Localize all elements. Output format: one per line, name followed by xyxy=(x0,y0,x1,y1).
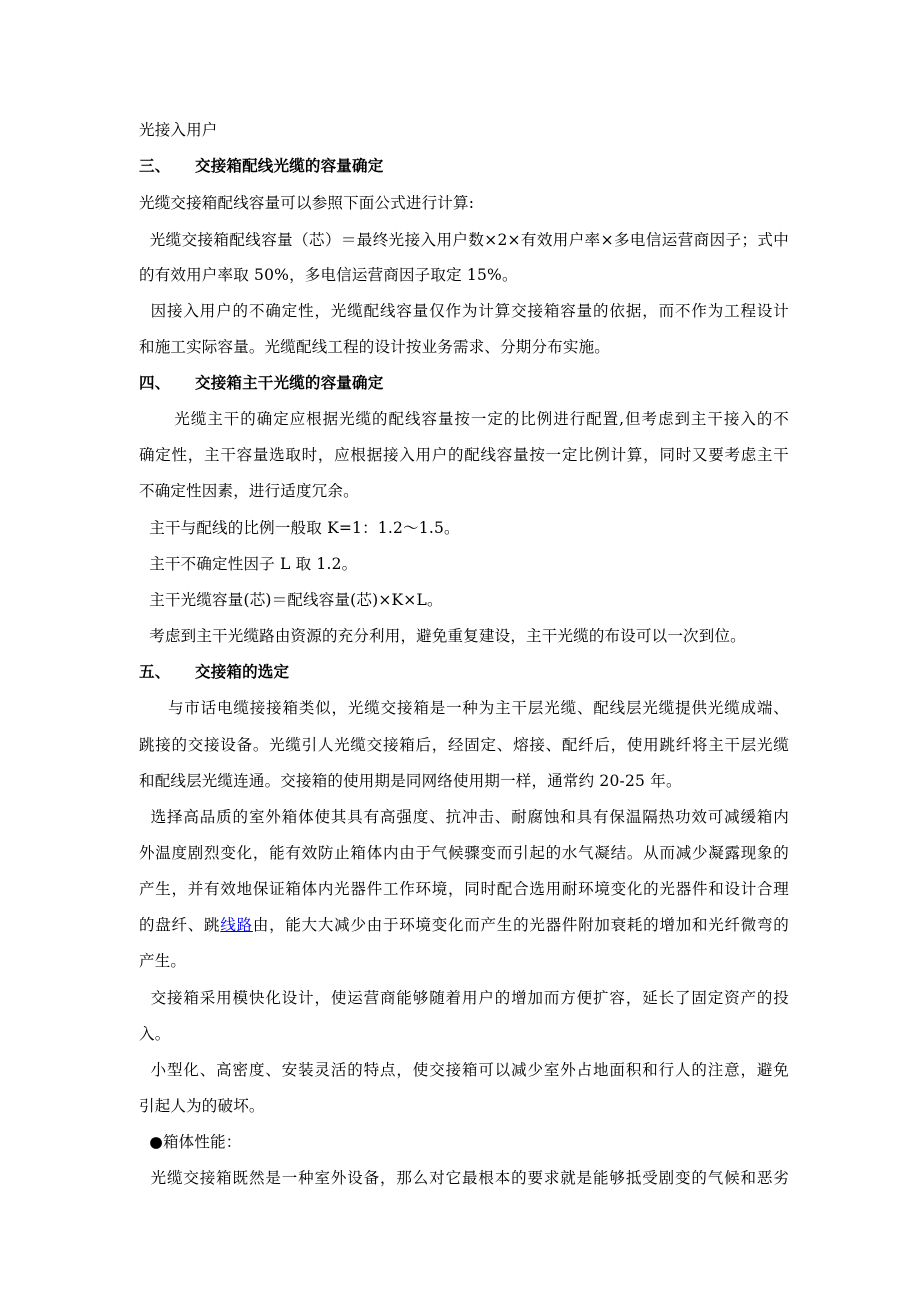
text-line: 确定性，主干容量选取时，应根据接入用户的配线容量按一定比例计算，同时又要考虑主干 xyxy=(139,446,789,464)
section-heading xyxy=(139,662,789,682)
text-line: 和施工实际容量。光缆配线工程的设计按业务需求、分期分布实施。 xyxy=(139,338,611,356)
text-line: 的有效用户率取 50%，多电信运营商因子取定 15%。 xyxy=(139,266,518,284)
text-line: 光缆交接箱配线容量（芯）＝最终光接入用户数×2×有效用户率×多电信运营商因子；式中 xyxy=(139,231,789,249)
text-line: 入。 xyxy=(139,1025,171,1043)
text-line: 交接箱采用模快化设计，使运营商能够随着用户的增加而方便扩容，延长了固定资产的投 xyxy=(139,989,789,1007)
section-number: 三、 xyxy=(139,156,171,175)
text-line: 引起人为的破坏。 xyxy=(139,1097,265,1115)
text-line: 主干光缆容量(芯)＝配线容量(芯)×K×L。 xyxy=(139,591,443,609)
text-line: 光缆主干的确定应根据光缆的配线容量按一定的比例进行配置,但考虑到主干接入的不 xyxy=(139,410,789,428)
text-line: 光缆交接箱配线容量可以参照下面公式进行计算: xyxy=(139,194,475,212)
text-line: ●箱体性能： xyxy=(139,1133,242,1151)
section-heading xyxy=(139,156,789,176)
text-line: 与市话电缆接接箱类似，光缆交接箱是一种为主干层光缆、配线层光缆提供光缆成端、 xyxy=(139,699,789,717)
section-title: 交接箱配线光缆的容量确定 xyxy=(195,156,384,175)
text-line: 不确定性因素，进行适度冗余。 xyxy=(139,482,359,500)
text-line: 主干与配线的比例一般取 K=1：1.2～1.5。 xyxy=(139,519,460,537)
text-line: 外温度剧烈变化，能有效防止箱体内由于气候骤变而引起的水气凝结。从而减少凝露现象的 xyxy=(139,844,789,862)
section-number: 五、 xyxy=(139,662,171,681)
text-line: 产生。 xyxy=(139,952,187,970)
section-title: 交接箱的选定 xyxy=(195,662,290,681)
route-link[interactable]: 线路 xyxy=(220,916,253,934)
section-heading xyxy=(139,373,789,393)
text-line: 选择高品质的室外箱体使其具有高强度、抗冲击、耐腐蚀和具有保温隔热功效可减缓箱内 xyxy=(139,808,789,826)
text-line: 主干不确定性因子 L 取 1.2。 xyxy=(139,555,358,573)
text-line: 考虑到主干光缆路由资源的充分利用，避免重复建设，主干光缆的布设可以一次到位。 xyxy=(139,627,746,645)
text-line: 光接入用户 xyxy=(139,121,218,139)
text-line: 和配线层光缆连通。交接箱的使用期是同网络使用期一样，通常约 20-25 年。 xyxy=(139,772,682,790)
section-title: 交接箱主干光缆的容量确定 xyxy=(195,373,384,392)
text-line: 的盘纤、跳线路由，能大大减少由于环境变化而产生的光器件附加衰耗的增加和光纤微弯的 xyxy=(139,916,789,934)
text-line: 因接入用户的不确定性，光缆配线容量仅作为计算交接箱容量的依据，而不作为工程设计 xyxy=(139,302,789,320)
section-number: 四、 xyxy=(139,373,171,392)
text-line: 产生，并有效地保证箱体内光器件工作环境，同时配合选用耐环境变化的光器件和设计合理 xyxy=(139,880,789,898)
text-line: 光缆交接箱既然是一种室外设备，那么对它最根本的要求就是能够抵受剧变的气候和恶劣 xyxy=(139,1169,789,1187)
text-line: 跳接的交接设备。光缆引人光缆交接箱后，经固定、熔接、配纤后，使用跳纤将主干层光缆 xyxy=(139,736,789,754)
text-line: 小型化、高密度、安装灵活的特点，使交接箱可以减少室外占地面积和行人的注意，避免 xyxy=(139,1061,789,1079)
